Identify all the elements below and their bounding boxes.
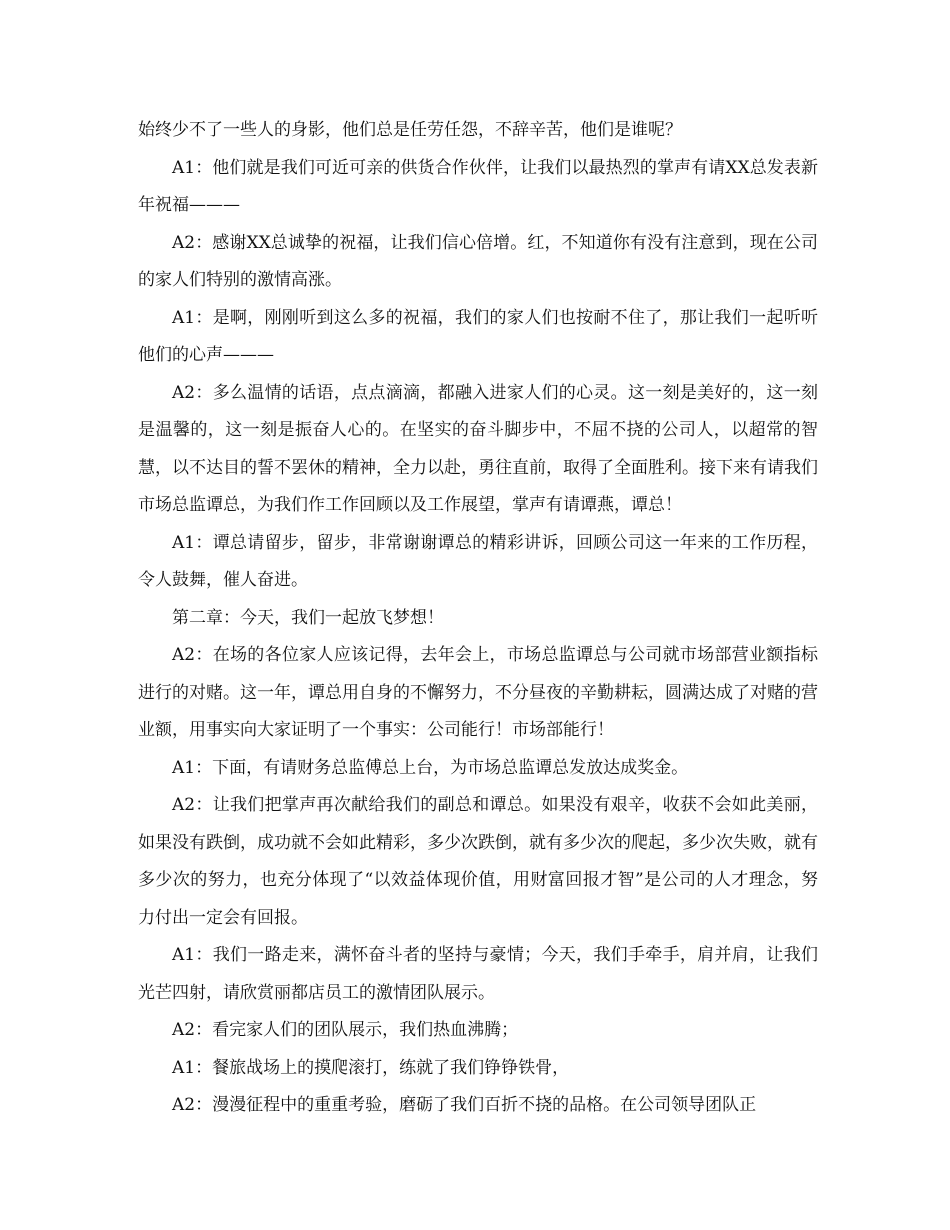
paragraph: 始终少不了一些人的身影，他们总是任劳任怨，不辞辛苦，他们是谁呢？ <box>138 120 682 140</box>
paragraph: A1：下面，有请财务总监傅总上台，为市场总监谭总发放达成奖金。 <box>172 757 689 778</box>
paragraph: A2：漫漫征程中的重重考验，磨砺了我们百折不挠的品格。在公司领导团队正 <box>172 1095 757 1115</box>
paragraph: A2：看完家人们的团队展示，我们热血沸腾； <box>172 1020 519 1040</box>
document-body <box>138 112 818 1125</box>
paragraph: A2：感谢XX总诚挚的祝福，让我们信心倍增。红，不知道你有没有注意到，现在公司的家人们特别的激情高涨。 <box>138 232 818 290</box>
paragraph: A2：在场的各位家人应该记得，去年会上，市场总监谭总与公司就市场部营业额指标进行的对赌。这一年，谭总用自身的不懈努力，不分昼夜的辛勤耕耘，圆满达成了对赌的营业额，用事实向大家证明了一个事实：公司能行！市场部能行！ <box>138 645 818 740</box>
paragraph: A2：让我们把掌声再次献给我们的副总和谭总。如果没有艰辛，收获不会如此美丽，如果没有跌倒，成功就不会如此精彩，多少次跌倒，就有多少次的爬起，多少次失败，就有多少次的努力，也充分体现了“以效益体现价值，用财富回报才智”是公司的人才理念，努力付出一定会有回报。 <box>138 795 818 928</box>
chapter-heading: 第二章：今天，我们一起放飞梦想！ <box>172 607 444 628</box>
paragraph: A1：餐旅战场上的摸爬滚打，练就了我们铮铮铁骨， <box>172 1057 570 1078</box>
paragraph: A1：谭总请留步，留步，非常谢谢谭总的精彩讲诉，回顾公司这一年来的工作历程，令人鼓舞，催人奋进。 <box>138 532 818 590</box>
paragraph: A1：我们一路走来，满怀奋斗者的坚持与豪情；今天，我们手牵手，肩并肩，让我们光芒四射，请欣赏丽都店员工的激情团队展示。 <box>138 945 818 1003</box>
paragraph: A1：他们就是我们可近可亲的供货合作伙伴，让我们以最热烈的掌声有请XX总发表新年祝福——— <box>138 157 818 215</box>
paragraph: A2：多么温情的话语，点点滴滴，都融入进家人们的心灵。这一刻是美好的，这一刻是温馨的，这一刻是振奋人心的。在坚实的奋斗脚步中，不屈不挠的公司人，以超常的智慧，以不达目的誓不罢休的精神，全力以赴，勇往直前，取得了全面胜利。接下来有请我们市场总监谭总，为我们作工作回顾以及工作展望，掌声有请谭燕，谭总！ <box>138 382 818 515</box>
paragraph: A1：是啊，刚刚听到这么多的祝福，我们的家人们也按耐不住了，那让我们一起听听他们的心声——— <box>138 307 818 365</box>
